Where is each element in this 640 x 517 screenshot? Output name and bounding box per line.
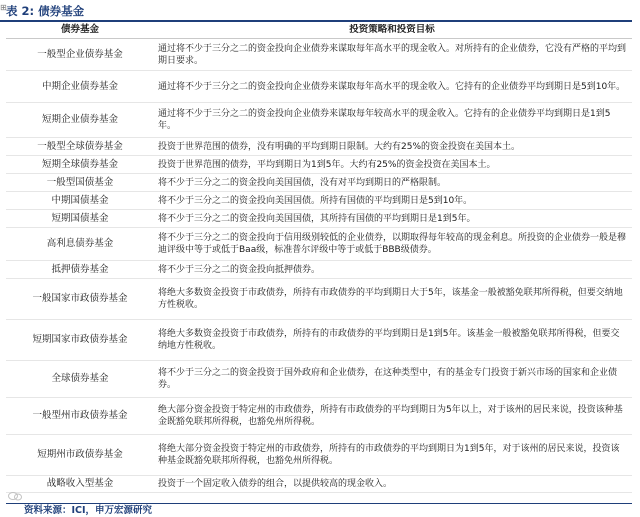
- watermark-icon: [8, 490, 22, 502]
- strategy-cell: 将绝大部分资金投资于特定州的市政债券，所持有的市政债券的平均到期日为1到5年，对于该州的居民来说，投资该种基金既豁免联邦所得税，也豁免州所得税。: [158, 444, 620, 466]
- fund-type-cell: 中期国债基金: [51, 194, 109, 206]
- table-row: [6, 210, 632, 228]
- strategy-cell: 通过将不少于三分之二的资金投向企业债券来谋取每年高水平的现金收入。对所持有的企业债券，它没有严格的平均到期日要求。: [158, 43, 627, 66]
- fund-type-cell: 一般型州市政债券基金: [32, 410, 128, 421]
- fund-type-cell: 全球债券基金: [51, 373, 109, 384]
- fund-type-cell: 一般型国债基金: [46, 176, 114, 188]
- strategy-cell: 投资于世界范围的债券，平均到期日为1到5年。大约有25%的资金投资在美国本土。: [158, 159, 496, 170]
- table-row: [6, 398, 632, 435]
- header-fund-type: 债券基金: [60, 24, 99, 35]
- strategy-cell: 将不少于三分之二的资金投向抵押债券。: [158, 264, 321, 275]
- strategy-cell: 通过将不少于三分之二的资金投向企业债券来谋取每年较高水平的现金收入。它持有的企业债券平均到期日是1到5年。: [158, 109, 611, 131]
- source-note: 资料来源：ICI，申万宏源研究: [24, 505, 153, 516]
- fund-type-cell: 中期企业债券基金: [41, 80, 118, 92]
- table-anchor-icon: ⊞: [0, 3, 7, 12]
- fund-type-cell: 高利息债券基金: [46, 238, 114, 249]
- strategy-cell: 将绝大多数资金投资于市政债券，所持有市政债券的平均到期日大于5年，该基金一般被豁免联邦所得税，但要交纳地方性税收。: [158, 288, 623, 310]
- strategy-cell: 通过将不少于三分之二的资金投向企业债券来谋取每年高水平的现金收入。它持有的企业债券平均到期日是5到10年。: [158, 81, 626, 92]
- strategy-cell: 投资于世界范围的债券，没有明确的平均到期日限制。大约有25%的资金投资在美国本土。: [158, 141, 521, 152]
- table-row: [6, 261, 632, 279]
- table-row: [6, 228, 632, 261]
- table-row: [6, 361, 632, 398]
- strategy-cell: 绝大部分资金投资于特定州的市政债券，所持有市政债券的平均到期日为5年以上，对于该州的居民来说，投资该种基金既豁免联邦所得税，也豁免州所得税。: [158, 405, 623, 427]
- fund-type-cell: 一般国家市政债券基金: [32, 293, 128, 304]
- fund-type-cell: 战略收入型基金: [46, 478, 114, 489]
- strategy-cell: 将不少于三分之二的资金投资于国外政府和企业债券，在这种类型中，有的基金专门投资于新兴市场的国家和企业债券。: [158, 368, 618, 390]
- fund-type-cell: 一般型企业债券基金: [37, 48, 123, 60]
- table-row: [6, 103, 632, 138]
- strategy-cell: 将不少于三分之二的资金投向美国国债，其所持有国债的平均到期日是1到5年。: [158, 213, 476, 224]
- fund-type-cell: 短期国债基金: [51, 212, 109, 224]
- table-row: [6, 156, 632, 174]
- table-row: [6, 435, 632, 476]
- bond-fund-table: [6, 22, 632, 493]
- fund-type-cell: 短期企业债券基金: [41, 114, 118, 125]
- strategy-cell: 投资于一个固定收入债券的组合，以提供较高的现金收入。: [158, 479, 393, 489]
- strategy-cell: 将不少于三分之二的资金投向于信用级别较低的企业债券，以期取得每年较高的现金利息。所投资的企业债券一般是穆迪评级中等于或低于Baa级，标准普尔评级中等于或低于BBB级债券。: [158, 233, 627, 255]
- table-row: [6, 174, 632, 192]
- strategy-cell: 将不少于三分之二的资金投向美国国债，没有对平均到期日的严格限制。: [158, 177, 447, 188]
- table-row: [6, 138, 632, 156]
- strategy-cell: 将绝大多数资金投资于市政债券，所持有的市政债券的平均到期日是1到5年。该基金一般被豁免联邦所得税，但要交纳地方性税收。: [158, 329, 620, 351]
- table-row: [6, 39, 632, 71]
- fund-type-cell: 短期州市政债券基金: [37, 449, 123, 460]
- footer-rule: [6, 503, 632, 504]
- table-row: [6, 71, 632, 103]
- table-row: [6, 279, 632, 320]
- table-row: [6, 476, 632, 493]
- fund-type-cell: 短期国家市政债券基金: [32, 334, 128, 345]
- fund-type-cell: 抵押债券基金: [51, 263, 109, 275]
- table-row: [6, 320, 632, 361]
- fund-type-cell: 短期全球债券基金: [41, 158, 118, 170]
- fund-type-cell: 一般型全球债券基金: [37, 140, 123, 152]
- strategy-cell: 将不少于三分之二的资金投向美国国债。所持有国债的平均到期日是5到10年。: [158, 195, 473, 206]
- table-title: 表 2: 债券基金: [6, 4, 85, 18]
- table-row: [6, 192, 632, 210]
- header-strategy: 投资策略和投资目标: [349, 24, 435, 35]
- table-header-row: [6, 22, 632, 39]
